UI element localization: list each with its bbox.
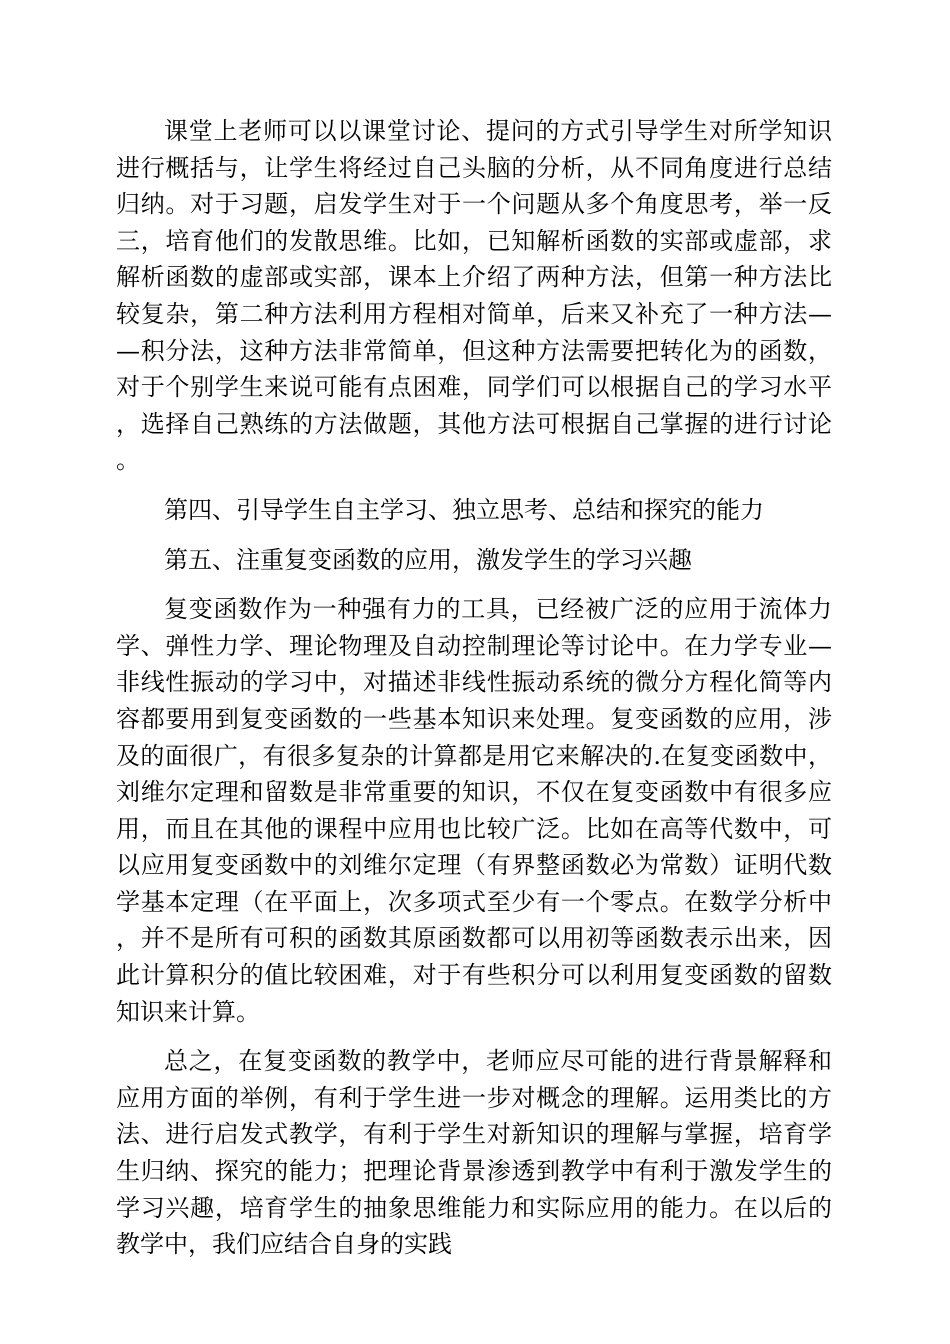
heading-point-five: 第五、注重复变函数的应用，激发学生的学习兴趣 [164,545,692,574]
paragraph-conclusion: 总之，在复变函数的教学中，老师应尽可能的进行背景解释和应用方面的举例，有利于学生进一步对概念的理解。运用类比的方法、进行启发式教学，有利于学生对新知识的理解与掌握，培育学生归纳、探究的能力；把理论背景渗透到教学中有利于激发学生的学习兴趣，培育学生的抽象思维能力和实际应用的能力。在以后的教学中，我们应结合自身的实践 [116,1047,832,1259]
paragraph-complex-function-applications: 复变函数作为一种强有力的工具，已经被广泛的应用于流体力学、弹性力学、理论物理及自动控制理论等讨论中。在力学专业—非线性振动的学习中，对描述非线性振动系统的微分方程化简等内容都要用到复变函数的一些基本知识来处理。复变函数的应用，涉及的面很广，有很多复杂的计算都是用它来解决的.在复变函数中，刘维尔定理和留数是非常重要的知识，不仅在复变函数中有很多应用，而且在其他的课程中应用也比较广泛。比如在高等代数中，可以应用复变函数中的刘维尔定理（有界整函数必为常数）证明代数学基本定理（在平面上，次多项式至少有一个零点。在数学分析中，并不是所有可积的函数其原函数都可以用初等函数表示出来，因此计算积分的值比较困难，对于有些积分可以利用复变函数的留数知识来计算。 [116,595,832,1026]
paragraph-class-discussion: 课堂上老师可以以课堂讨论、提问的方式引导学生对所学知识进行概括与，让学生将经过自己头脑的分析，从不同角度进行总结归纳。对于习题，启发学生对于一个问题从多个角度思考，举一反三，培育他们的发散思维。比如，已知解析函数的实部或虚部，求解析函数的虚部或实部，课本上介绍了两种方法，但第一种方法比较复杂，第二种方法利用方程相对简单，后来又补充了一种方法——积分法，这种方法非常简单，但这种方法需要把转化为的函数，对于个别学生来说可能有点困难，同学们可以根据自己的学习水平，选择自己熟练的方法做题，其他方法可根据自己掌握的进行讨论。 [116,117,832,475]
document-body [116,113,832,1263]
heading-point-four: 第四、引导学生自主学习、独立思考、总结和探究的能力 [164,495,764,524]
